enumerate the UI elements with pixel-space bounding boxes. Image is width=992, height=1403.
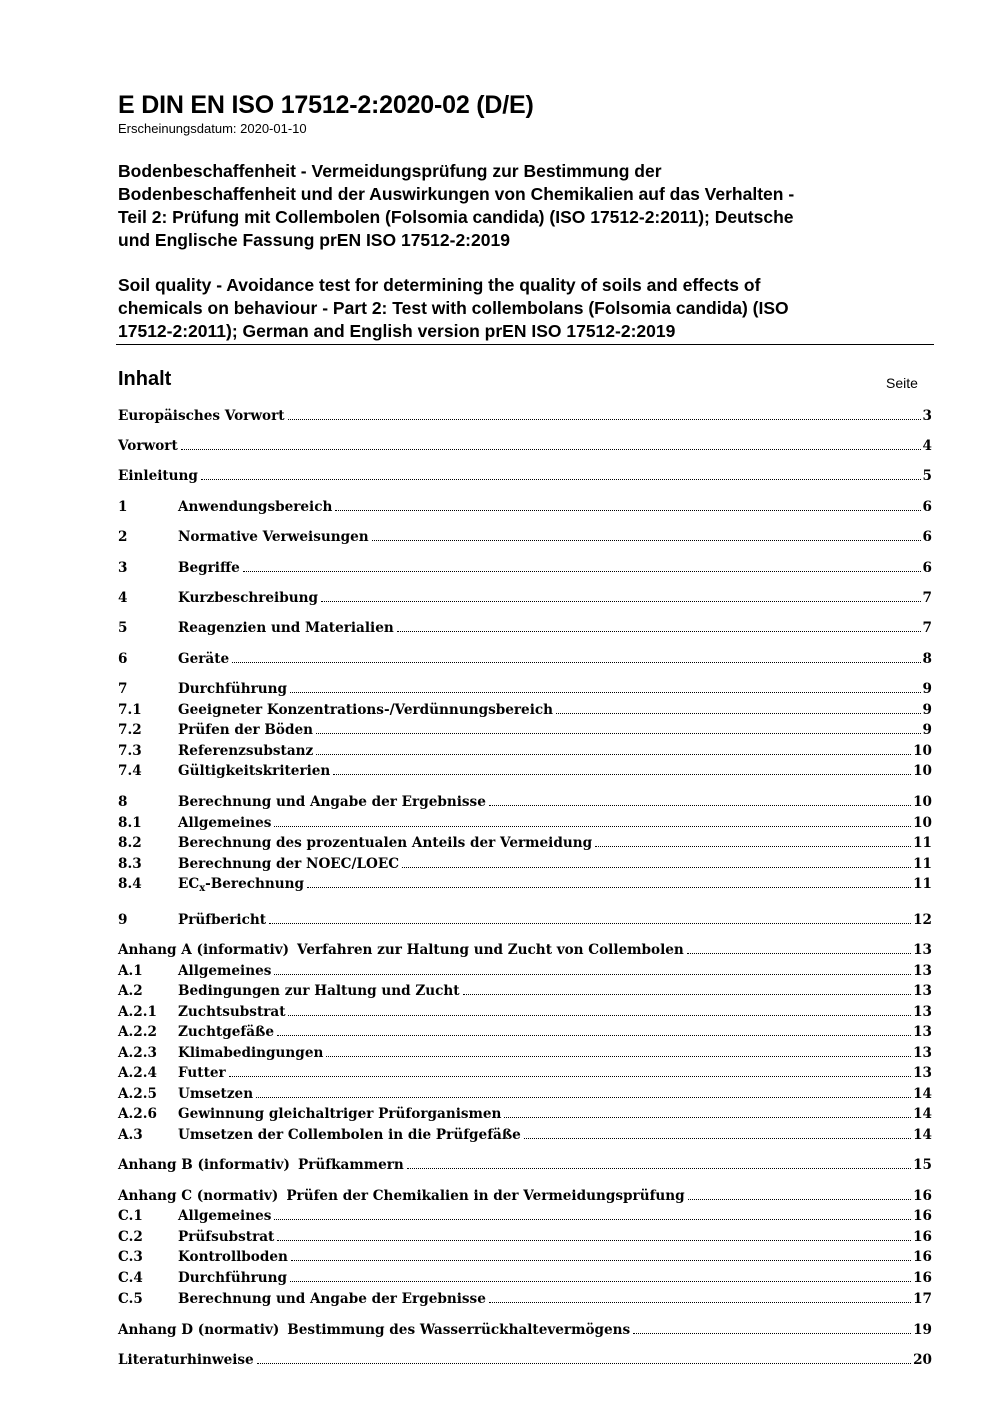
toc-entry[interactable]: [118, 466, 932, 486]
toc-entry-number: 1: [118, 499, 128, 515]
toc-entry[interactable]: [118, 813, 932, 833]
toc-entry[interactable]: [118, 527, 932, 547]
toc-dot-leader: [524, 1125, 911, 1139]
toc-dot-leader: [504, 1104, 911, 1118]
toc-entry-page: 13: [913, 963, 932, 979]
toc-entry-label: Klimabedingungen: [178, 1045, 324, 1061]
toc-entry-number: 8.3: [118, 856, 142, 872]
toc-entry-page: 11: [913, 835, 932, 851]
toc-annex-label: Anhang B (informativ): [118, 1157, 290, 1173]
toc-entry[interactable]: [118, 649, 932, 669]
toc-entry-page: 13: [913, 942, 932, 958]
toc-entry-label: Referenzsubstanz: [178, 743, 314, 759]
toc-entry[interactable]: [118, 874, 932, 894]
toc-entry-page: 3: [922, 408, 932, 424]
toc-entry[interactable]: [118, 1186, 932, 1206]
toc-entry-number: A.1: [118, 963, 143, 979]
toc-entry[interactable]: [118, 741, 932, 761]
toc-heading: Inhalt: [118, 368, 172, 390]
toc-dot-leader: [201, 466, 921, 480]
toc-entry[interactable]: [118, 1043, 932, 1063]
toc-entry-label: Verfahren zur Haltung und Zucht von Collembolen: [297, 942, 684, 958]
toc-entry[interactable]: [118, 679, 932, 699]
toc-entry-label: Berechnung und Angabe der Ergebnisse: [178, 1291, 486, 1307]
toc-entry-page: 13: [913, 1045, 932, 1061]
toc-dot-leader: [181, 436, 921, 450]
toc-entry[interactable]: [118, 1063, 932, 1083]
toc-entry-label: [178, 874, 304, 899]
toc-dot-leader: [274, 1206, 911, 1220]
german-title-line: Teil 2: Prüfung mit Collembolen (Folsomia candida) (ISO 17512-2:2011); Deutsche: [118, 207, 794, 227]
toc-entry-label: Allgemeines: [178, 815, 272, 831]
toc-entry[interactable]: [118, 761, 932, 781]
toc-entry-page: 6: [922, 529, 932, 545]
toc-entry-page: 14: [913, 1127, 932, 1143]
toc-entry-label: Berechnung und Angabe der Ergebnisse: [178, 794, 486, 810]
toc-annex-label: Anhang A (informativ): [118, 942, 290, 958]
toc-dot-leader: [274, 961, 911, 975]
toc-entry-label: Kurzbeschreibung: [178, 590, 318, 606]
toc-entry[interactable]: [118, 854, 932, 874]
toc-entry-number: C.5: [118, 1291, 143, 1307]
toc-entry-page: 16: [913, 1188, 932, 1204]
toc-entry[interactable]: [118, 588, 932, 608]
toc-dot-leader: [307, 874, 911, 888]
toc-dot-leader: [556, 700, 921, 714]
toc-dot-leader: [291, 1247, 911, 1261]
toc-dot-leader: [288, 406, 921, 420]
toc-entry-page: 16: [913, 1249, 932, 1265]
toc-entry-page: 4: [922, 438, 932, 454]
toc-entry-page: 16: [913, 1208, 932, 1224]
toc-dot-leader: [489, 1289, 911, 1303]
toc-entry-label-subscript: x: [199, 883, 206, 894]
toc-entry[interactable]: [118, 436, 932, 456]
toc-entry-number: 2: [118, 529, 128, 545]
toc-entry-number: A.2.4: [118, 1065, 157, 1081]
toc-entry[interactable]: [118, 720, 932, 740]
toc-entry-number: A.3: [118, 1127, 143, 1143]
toc-entry[interactable]: [118, 1227, 932, 1247]
toc-entry-label: Bedingungen zur Haltung und Zucht: [178, 983, 460, 999]
toc-dot-leader: [321, 588, 921, 602]
toc-entry-number: 8.2: [118, 835, 142, 851]
toc-dot-leader: [269, 910, 911, 924]
german-title-line: Bodenbeschaffenheit - Vermeidungsprüfung zur Bestimmung der: [118, 161, 662, 181]
toc-entry-label: Umsetzen der Collembolen in die Prüfgefäße: [178, 1127, 521, 1143]
toc-entry-number: A.2.1: [118, 1004, 157, 1020]
toc-dot-leader: [595, 833, 911, 847]
toc-entry-number: A.2.3: [118, 1045, 157, 1061]
toc-entry[interactable]: [118, 981, 932, 1001]
toc-entry[interactable]: [118, 406, 932, 426]
toc-entry-label: Gewinnung gleichaltriger Prüforganismen: [178, 1106, 502, 1122]
toc-entry-label: Kontrollboden: [178, 1249, 288, 1265]
toc-dot-leader: [402, 854, 911, 868]
toc-entry-page: 6: [922, 499, 932, 515]
toc-entry-page: 7: [922, 620, 932, 636]
toc-entry-page: 16: [913, 1229, 932, 1245]
toc-entry-page: 16: [913, 1270, 932, 1286]
toc-entry-page: 11: [913, 876, 932, 892]
toc-entry-page: 20: [913, 1352, 932, 1368]
toc-dot-leader: [326, 1043, 911, 1057]
toc-entry-label: Prüfbericht: [178, 912, 267, 928]
toc-entry-number: 9: [118, 912, 128, 928]
toc-entry[interactable]: [118, 1350, 932, 1370]
toc-entry-label: Begriffe: [178, 560, 240, 576]
toc-entry[interactable]: [118, 1155, 932, 1175]
toc-entry[interactable]: [118, 1247, 932, 1267]
toc-entry-page: 9: [922, 722, 932, 738]
toc-entry-page: 13: [913, 983, 932, 999]
toc-annex-label: Anhang C (normativ): [118, 1188, 279, 1204]
toc-entry-number: 8.4: [118, 876, 142, 892]
toc-entry-number: A.2.2: [118, 1024, 157, 1040]
toc-entry-label-part: EC: [178, 876, 200, 892]
toc-entry-page: 17: [913, 1291, 932, 1307]
toc-dot-leader: [229, 1063, 911, 1077]
toc-entry-label: Geeigneter Konzentrations-/Verdünnungsbereich: [178, 702, 554, 718]
toc-entry-number: 8: [118, 794, 128, 810]
toc-entry-page: 13: [913, 1065, 932, 1081]
toc-entry-page: 11: [913, 856, 932, 872]
german-title: [118, 160, 918, 252]
toc-entry-number: 7.2: [118, 722, 142, 738]
toc-entry-label: Zuchtgefäße: [178, 1024, 275, 1040]
toc-dot-leader: [256, 1084, 911, 1098]
toc-entry[interactable]: [118, 1022, 932, 1042]
document-id: E DIN EN ISO 17512-2:2020-02 (D/E): [118, 91, 534, 119]
toc-dot-leader: [397, 618, 921, 632]
toc-entry-label: Durchführung: [178, 1270, 288, 1286]
toc-dot-leader: [243, 558, 921, 572]
toc-entry[interactable]: [118, 1104, 932, 1124]
toc-entry-label: Prüfkammern: [298, 1157, 404, 1173]
toc-entry-page: 9: [922, 681, 932, 697]
toc-entry[interactable]: [118, 1289, 932, 1309]
toc-entry-page: 14: [913, 1086, 932, 1102]
toc-entry-label: Einleitung: [118, 468, 198, 484]
english-title: [118, 274, 918, 343]
toc-entry-number: 7.1: [118, 702, 142, 718]
toc-dot-leader: [288, 1002, 911, 1016]
toc-entry[interactable]: [118, 910, 932, 930]
toc-entry-page: 8: [922, 651, 932, 667]
toc-entry[interactable]: [118, 700, 932, 720]
toc-dot-leader: [290, 1268, 911, 1282]
toc-entry[interactable]: [118, 1002, 932, 1022]
toc-entry-number: C.2: [118, 1229, 143, 1245]
issue-date: Erscheinungsdatum: 2020-01-10: [118, 121, 307, 136]
toc-dot-leader: [257, 1350, 911, 1364]
toc-entry-number: 8.1: [118, 815, 142, 831]
toc-entry-number: 3: [118, 560, 128, 576]
english-title-line: chemicals on behaviour - Part 2: Test with collembolans (Folsomia candida) (ISO: [118, 298, 789, 318]
toc-entry-label: Berechnung des prozentualen Anteils der Vermeidung: [178, 835, 593, 851]
toc-entry-page: 14: [913, 1106, 932, 1122]
toc-entry-label: Futter: [178, 1065, 226, 1081]
toc-entry-label: Umsetzen: [178, 1086, 254, 1102]
toc-entry-page: 15: [913, 1157, 932, 1173]
toc-entry-page: 6: [922, 560, 932, 576]
toc-dot-leader: [687, 940, 911, 954]
toc-entry-label: Berechnung der NOEC/LOEC: [178, 856, 400, 872]
toc-entry-number: A.2: [118, 983, 143, 999]
toc-entry-label: Allgemeines: [178, 963, 272, 979]
toc-dot-leader: [688, 1186, 911, 1200]
toc-entry-number: 7.4: [118, 763, 142, 779]
toc-entry-label: Europäisches Vorwort: [118, 408, 285, 424]
toc-entry[interactable]: [118, 1320, 932, 1340]
toc-entry-number: A.2.6: [118, 1106, 157, 1122]
toc-entry-page: 19: [913, 1322, 932, 1338]
toc-dot-leader: [316, 720, 921, 734]
toc-entry[interactable]: [118, 558, 932, 578]
german-title-line: Bodenbeschaffenheit und der Auswirkungen von Chemikalien auf das Verhalten -: [118, 184, 795, 204]
toc-entry-label: Bestimmung des Wasserrückhaltevermögens: [287, 1322, 631, 1338]
toc-entry-label: Gültigkeitskriterien: [178, 763, 331, 779]
toc-entry-label: Vorwort: [118, 438, 178, 454]
toc-dot-leader: [463, 981, 911, 995]
toc-entry-number: 5: [118, 620, 128, 636]
toc-entry[interactable]: [118, 1268, 932, 1288]
toc-dot-leader: [489, 792, 911, 806]
toc-entry-label: Prüfsubstrat: [178, 1229, 275, 1245]
toc-entry-number: A.2.5: [118, 1086, 157, 1102]
toc-dot-leader: [290, 679, 920, 693]
toc-dot-leader: [316, 741, 911, 755]
toc-entry[interactable]: [118, 618, 932, 638]
toc-entry-label: Allgemeines: [178, 1208, 272, 1224]
toc-entry-page: 10: [913, 794, 932, 810]
german-title-line: und Englische Fassung prEN ISO 17512-2:2019: [118, 230, 510, 250]
toc-dot-leader: [633, 1320, 911, 1334]
toc-entry-number: 7: [118, 681, 128, 697]
toc-dot-leader: [274, 813, 911, 827]
toc-entry-label: Literaturhinweise: [118, 1352, 254, 1368]
toc-entry-number: C.1: [118, 1208, 143, 1224]
toc-entry[interactable]: [118, 940, 932, 960]
toc-entry-number: C.4: [118, 1270, 143, 1286]
toc-entry-number: C.3: [118, 1249, 143, 1265]
toc-entry[interactable]: [118, 497, 932, 517]
toc-entry[interactable]: [118, 1125, 932, 1145]
toc-dot-leader: [407, 1155, 911, 1169]
toc-annex-label: Anhang D (normativ): [118, 1322, 280, 1338]
toc-page-column-label: Seite: [886, 375, 918, 391]
toc-dot-leader: [277, 1022, 911, 1036]
toc-entry-label-part: -Berechnung: [205, 876, 305, 892]
toc-entry-page: 13: [913, 1024, 932, 1040]
toc-entry[interactable]: [118, 833, 932, 853]
toc-entry-label: Reagenzien und Materialien: [178, 620, 394, 636]
toc-entry-page: 10: [913, 763, 932, 779]
toc-dot-leader: [333, 761, 911, 775]
toc-dot-leader: [277, 1227, 911, 1241]
toc-entry-page: 10: [913, 743, 932, 759]
toc-entry-page: 7: [922, 590, 932, 606]
toc-entry-label: Durchführung: [178, 681, 288, 697]
toc-entry-label: Prüfen der Chemikalien in der Vermeidungsprüfung: [286, 1188, 685, 1204]
toc-dot-leader: [335, 497, 920, 511]
toc-entry-label: Normative Verweisungen: [178, 529, 369, 545]
toc-entry-page: 9: [922, 702, 932, 718]
toc-entry-number: 6: [118, 651, 128, 667]
toc-dot-leader: [372, 527, 921, 541]
toc-entry-page: 5: [922, 468, 932, 484]
toc-entry-label: Geräte: [178, 651, 230, 667]
toc-entry[interactable]: [118, 1084, 932, 1104]
toc-entry-label: Zuchtsubstrat: [178, 1004, 286, 1020]
header-divider: [116, 344, 934, 345]
toc-entry-page: 12: [913, 912, 932, 928]
toc-dot-leader: [232, 649, 920, 663]
english-title-line: Soil quality - Avoidance test for determining the quality of soils and effects of: [118, 275, 761, 295]
english-title-line: 17512-2:2011); German and English version prEN ISO 17512-2:2019: [118, 321, 676, 341]
toc-entry[interactable]: [118, 792, 932, 812]
toc-entry[interactable]: [118, 1206, 932, 1226]
toc-entry-number: 4: [118, 590, 128, 606]
toc-entry-number: 7.3: [118, 743, 142, 759]
toc-entry-label: Anwendungsbereich: [178, 499, 333, 515]
toc-entry-page: 10: [913, 815, 932, 831]
toc-entry-label: Prüfen der Böden: [178, 722, 314, 738]
toc-entry-page: 13: [913, 1004, 932, 1020]
toc-entry[interactable]: [118, 961, 932, 981]
